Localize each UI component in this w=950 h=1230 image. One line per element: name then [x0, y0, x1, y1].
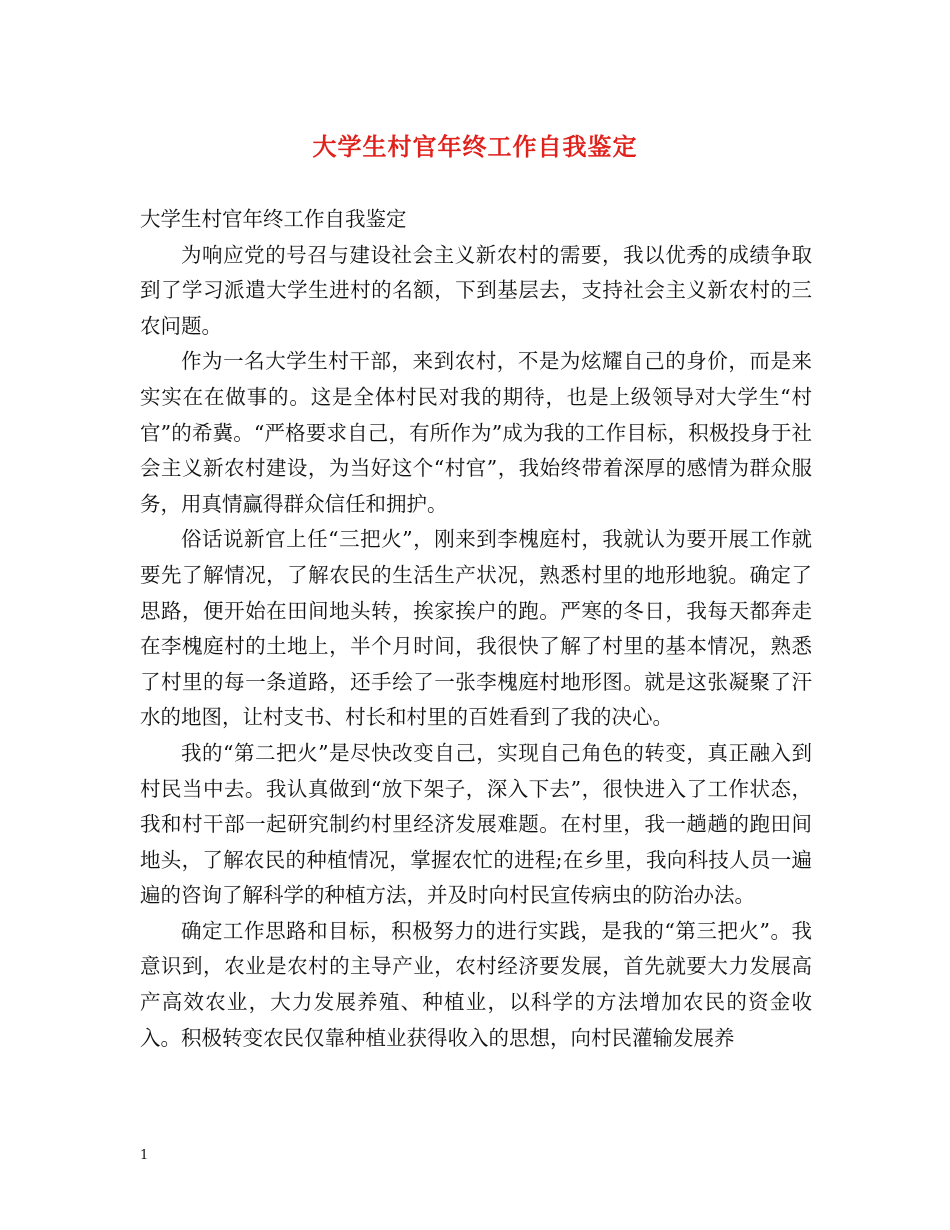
document-body — [140, 202, 812, 1056]
paragraph: 俗话说新官上任“三把火”，刚来到李槐庭村，我就认为要开展工作就要先了解情况，了解农民的生活生产状况，熟悉村里的地形地貌。确定了思路，便开始在田间地头转，挨家挨户的跑。严寒的冬日，我每天都奔走在李槐庭村的土地上，半个月时间，我很快了解了村里的基本情况，熟悉了村里的每一条道路，还手绘了一张李槐庭村地形图。就是这张凝聚了汗水的地图，让村支书、村长和村里的百姓看到了我的决心。 — [140, 527, 812, 730]
page-number: 1 — [140, 1148, 149, 1163]
paragraph: 确定工作思路和目标，积极努力的进行实践，是我的“第三把火”。我意识到，农业是农村的主导产业，农村经济要发展，首先就要大力发展高产高效农业，大力发展养殖、种植业，以科学的方法增加农民的资金收入。积极转变农民仅靠种植业获得收入的思想，向村民灌输发展养 — [140, 918, 812, 1050]
paragraph: 作为一名大学生村干部，来到农村，不是为炫耀自己的身价，而是来实实在在做事的。这是全体村民对我的期待，也是上级领导对大学生“村官”的希冀。“严格要求自己，有所作为”成为我的工作目标，积极投身于社会主义新农村建设，为当好这个“村官”，我始终带着深厚的感情为群众服务，用真情赢得群众信任和拥护。 — [140, 349, 812, 516]
document-title: 大学生村官年终工作自我鉴定 — [312, 132, 638, 161]
paragraph: 为响应党的号召与建设社会主义新农村的需要，我以优秀的成绩争取到了学习派遣大学生进村的名额，下到基层去，支持社会主义新农村的三农问题。 — [140, 242, 812, 338]
paragraph: 我的“第二把火”是尽快改变自己，实现自己角色的转变，真正融入到村民当中去。我认真做到“放下架子，深入下去”，很快进入了工作状态，我和村干部一起研究制约村里经济发展难题。在村里，我一趟趟的跑田间地头，了解农民的种植情况，掌握农忙的进程;在乡里，我向科技人员一遍遍的咨询了解科学的种植方法，并及时向村民宣传病虫的防治办法。 — [140, 740, 812, 908]
subtitle-line: 大学生村官年终工作自我鉴定 — [140, 207, 407, 231]
